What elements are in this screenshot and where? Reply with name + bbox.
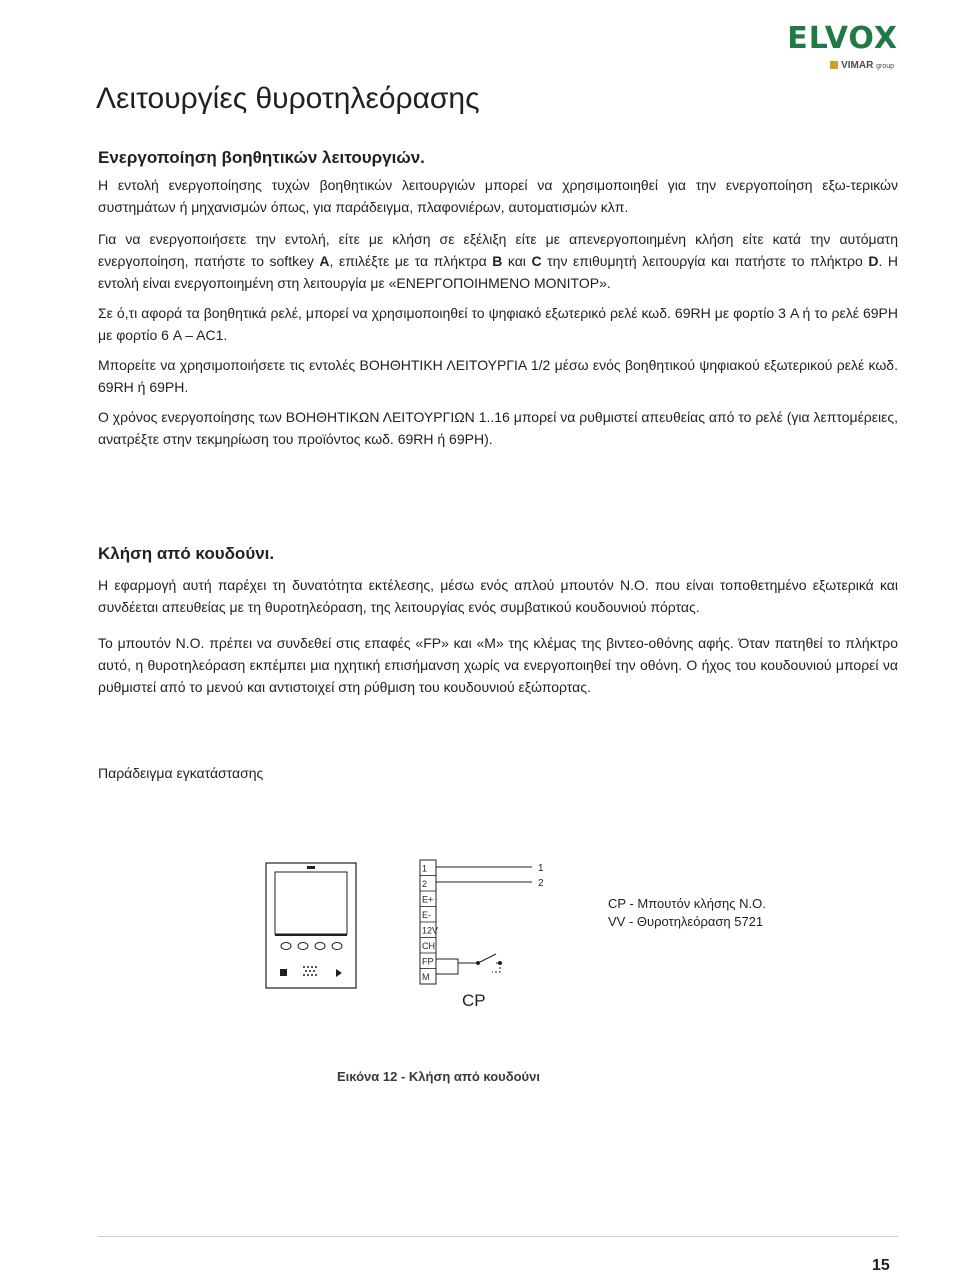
section-heading-doorbell: Κλήση από κουδούνι. bbox=[98, 544, 275, 563]
page-title: Λειτουργίες θυροτηλεόρασης bbox=[96, 82, 480, 115]
bus-label-1: 1 bbox=[538, 863, 544, 874]
terminal-label: M bbox=[422, 972, 430, 983]
legend-cp: CP - Μπουτόν κλήσης N.O. bbox=[608, 896, 766, 911]
wiring-diagram bbox=[260, 850, 600, 1020]
terminal-label: E- bbox=[422, 910, 431, 921]
paragraph-aux-commands: Μπορείτε να χρησιμοποιήσετε τις εντολές ΒΟΗΘΗΤΙΚΗ ΛΕΙΤΟΥΡΓΙΑ 1/2 μέσω ενός βοηθητικού ψηφιακού εξωτερικού ρελέ κωδ. 69RH ή 69PH. bbox=[98, 357, 898, 395]
terminal-label: E+ bbox=[422, 894, 434, 905]
logo-vimar-group: VIMAR group bbox=[830, 60, 894, 73]
terminal-block bbox=[420, 860, 438, 984]
cp-push-button bbox=[436, 954, 502, 974]
elvox-logo bbox=[768, 21, 898, 76]
diagram-legend bbox=[608, 895, 766, 931]
section-heading-aux-functions: Ενεργοποίηση βοηθητικών λειτουργιών. bbox=[98, 148, 425, 167]
terminal-label: 12V bbox=[422, 925, 439, 936]
paragraph-aux-activation: Για να ενεργοποιήσετε την εντολή, είτε με κλήση σε εξέλιξη είτε με απενεργοποιημένη κλήση είτε κατά την αυτόματη ενεργοποίηση, πατήστε το softkey A, επιλέξτε με τα πλήκτρα B και C την επιθυμητή λειτουργία και πατήστε το πλήκτρο D. Η εντολή είναι ενεργοποιημένη στη λειτουργία με «ΕΝΕΡΓΟΠΟΙΗΜΕΝΟ ΜΟΝΙΤΟΡ». bbox=[98, 231, 899, 291]
legend-vv: VV - Θυροτηλεόραση 5721 bbox=[608, 914, 764, 929]
softkey-c bbox=[315, 943, 325, 950]
figure-caption: Εικόνα 12 - Κλήση από κουδούνι bbox=[337, 1069, 540, 1084]
bus-label-2: 2 bbox=[538, 878, 544, 889]
logo-wordmark: ELVOX bbox=[787, 21, 898, 56]
camera-icon bbox=[307, 866, 315, 869]
paragraph-aux-timing: Ο χρόνος ενεργοποίησης των ΒΟΗΘΗΤΙΚΩΝ ΛΕΙΤΟΥΡΓΙΩΝ 1..16 μπορεί να ρυθμιστεί απευθείας από το ρελέ (για λεπτομέρειες, ανατρέξτε στην τεκμηρίωση του προϊόντος κωδ. 69RH ή 69PH). bbox=[98, 409, 898, 447]
paragraph-aux-intro: Η εντολή ενεργοποίησης τυχών βοηθητικών λειτουργιών μπορεί να χρησιμοποιηθεί για την ενεργοποίηση εξω-τερικών συστημάτων ή μηχανισμών όπως, για παράδειγμα, πλαφονιέρων, αυτοματισμών κλπ. bbox=[98, 177, 898, 215]
terminal-label: FP bbox=[422, 956, 434, 967]
softkey-a bbox=[281, 943, 291, 950]
vimar-mark-icon bbox=[830, 61, 838, 69]
paragraph-aux-relays: Σε ό,τι αφορά τα βοηθητικά ρελέ, μπορεί να χρησιμοποιηθεί το ψηφιακό εξωτερικό ρελέ κωδ. 69RH με φορτίο 3 A ή το ρελέ 69PH με φορτίο 6 A – AC1. bbox=[98, 305, 898, 343]
footer-rule bbox=[98, 1236, 898, 1237]
page-number: 15 bbox=[872, 1257, 890, 1274]
softkey-b bbox=[298, 943, 308, 950]
terminal-label: 1 bbox=[422, 863, 428, 874]
installation-example-label: Παράδειγμα εγκατάστασης bbox=[98, 765, 264, 781]
paragraph-doorbell-intro: Η εφαρμογή αυτή παρέχει τη δυνατότητα εκτέλεσης, μέσω ενός απλού μπουτόν N.O. που είναι τοποθετημένο εξωτερικά και συνδέεται απευθείας με τη θυροτηλεόραση, της λειτουργίας ενός συμβατικού κουδουνιού πόρτας. bbox=[98, 577, 898, 615]
paragraph-doorbell-wiring: Το μπουτόν N.O. πρέπει να συνδεθεί στις επαφές «FP» και «M» της κλέμας της βιντεο-οθόνης αφής. Όταν πατηθεί το πλήκτρο αυτό, η θυροτηλεόραση εκπέμπει μια ηχητική επισήμανση χωρίς να ενεργοποιηθεί την οθόνη. Ο ήχος του κουδουνιού μπορεί να ρυθμιστεί από το μενού και αντιστοιχεί στη ρύθμιση του κουδουνιού εξώπορτας. bbox=[98, 635, 898, 695]
video-monitor-5721 bbox=[266, 863, 356, 988]
cp-label: CP bbox=[462, 991, 486, 1010]
softkey-d bbox=[332, 943, 342, 950]
door-lock-icon bbox=[280, 969, 287, 976]
terminal-label: CH bbox=[422, 941, 435, 952]
terminal-label: 2 bbox=[422, 879, 428, 890]
